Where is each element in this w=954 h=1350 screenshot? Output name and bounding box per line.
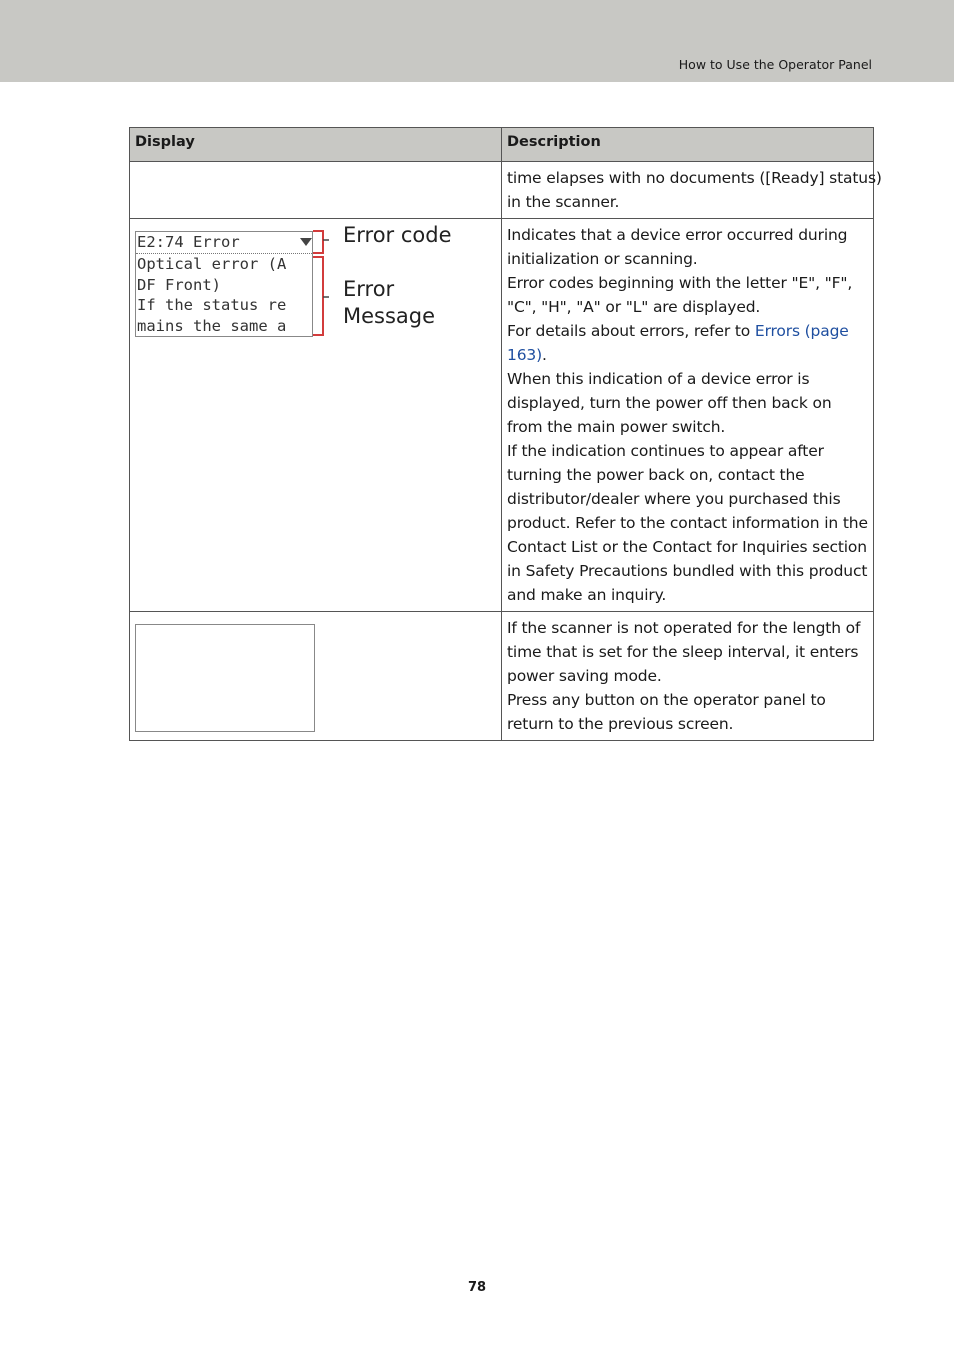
display-cell-sleep-screen	[130, 612, 502, 741]
operator-panel-display-table	[129, 127, 882, 741]
callout-brackets	[311, 223, 341, 343]
display-cell-empty	[130, 162, 502, 219]
description-line: in Safety Precautions bundled with this product	[507, 562, 868, 580]
lcd-line-error-code: E2:74 Error	[136, 232, 312, 254]
display-cell-error-screen	[130, 219, 502, 612]
errors-page-link-continued[interactable]: 163)	[507, 346, 543, 364]
error-code-bracket	[313, 231, 323, 253]
description-line: distributor/dealer where you purchased this	[507, 490, 841, 508]
description-line: initialization or scanning.	[507, 250, 698, 268]
description-line: displayed, turn the power off then back on	[507, 394, 832, 412]
callout-error-code-label: Error code	[343, 223, 452, 247]
description-line: power saving mode.	[507, 667, 662, 685]
description-line: return to the previous screen.	[507, 715, 734, 733]
running-header-title: How to Use the Operator Panel	[678, 57, 872, 72]
description-line: turning the power back on, contact the	[507, 466, 805, 484]
description-line: time that is set for the sleep interval, it enters	[507, 643, 859, 661]
lcd-line-message: Optical error (A	[137, 254, 287, 273]
description-line: and make an inquiry.	[507, 586, 667, 604]
error-message-bracket	[313, 257, 323, 335]
description-line: If the scanner is not operated for the length of	[507, 619, 861, 637]
description-line: Error codes beginning with the letter "E", "F",	[507, 274, 853, 292]
description-line: from the main power switch.	[507, 418, 726, 436]
callout-error-message-label: Error	[343, 277, 395, 301]
description-line: in the scanner.	[507, 193, 620, 211]
description-line: If the indication continues to appear after	[507, 442, 824, 460]
description-line	[507, 343, 868, 367]
description-line: When this indication of a device error is	[507, 370, 810, 388]
sleep-screen-figure	[135, 616, 496, 736]
description-line: product. Refer to the contact information in the	[507, 514, 868, 532]
description-cell	[502, 162, 882, 219]
description-cell	[502, 612, 874, 741]
description-text: For details about errors, refer to	[507, 322, 755, 340]
description-line	[507, 319, 868, 343]
lcd-error-screen	[135, 231, 313, 337]
column-header-display: Display	[130, 128, 502, 162]
lcd-blank-screen	[135, 624, 315, 732]
description-line: "C", "H", "A" or "L" are displayed.	[507, 298, 761, 316]
lcd-line-message: mains the same a	[137, 317, 287, 336]
lcd-line-message: If the status re	[137, 296, 287, 315]
description-text: .	[542, 346, 547, 364]
callout-error-message-label: Message	[343, 304, 436, 328]
table-row	[130, 219, 874, 612]
column-header-description: Description	[502, 128, 874, 162]
description-line: Indicates that a device error occurred during	[507, 226, 848, 244]
description-line: Press any button on the operator panel to	[507, 691, 826, 709]
table-header-row	[130, 128, 874, 162]
table-row	[130, 612, 874, 741]
description-cell	[502, 219, 874, 612]
error-screen-figure	[135, 223, 496, 603]
errors-page-link[interactable]: Errors (page	[754, 322, 849, 340]
description-line: Contact List or the Contact for Inquiries section	[507, 538, 867, 556]
description-line: time elapses with no documents ([Ready] status)	[507, 169, 882, 187]
table-row	[130, 162, 874, 219]
page-header-band	[0, 0, 954, 82]
page-number: 78	[467, 1280, 487, 1295]
lcd-line-message: DF Front)	[137, 275, 221, 294]
